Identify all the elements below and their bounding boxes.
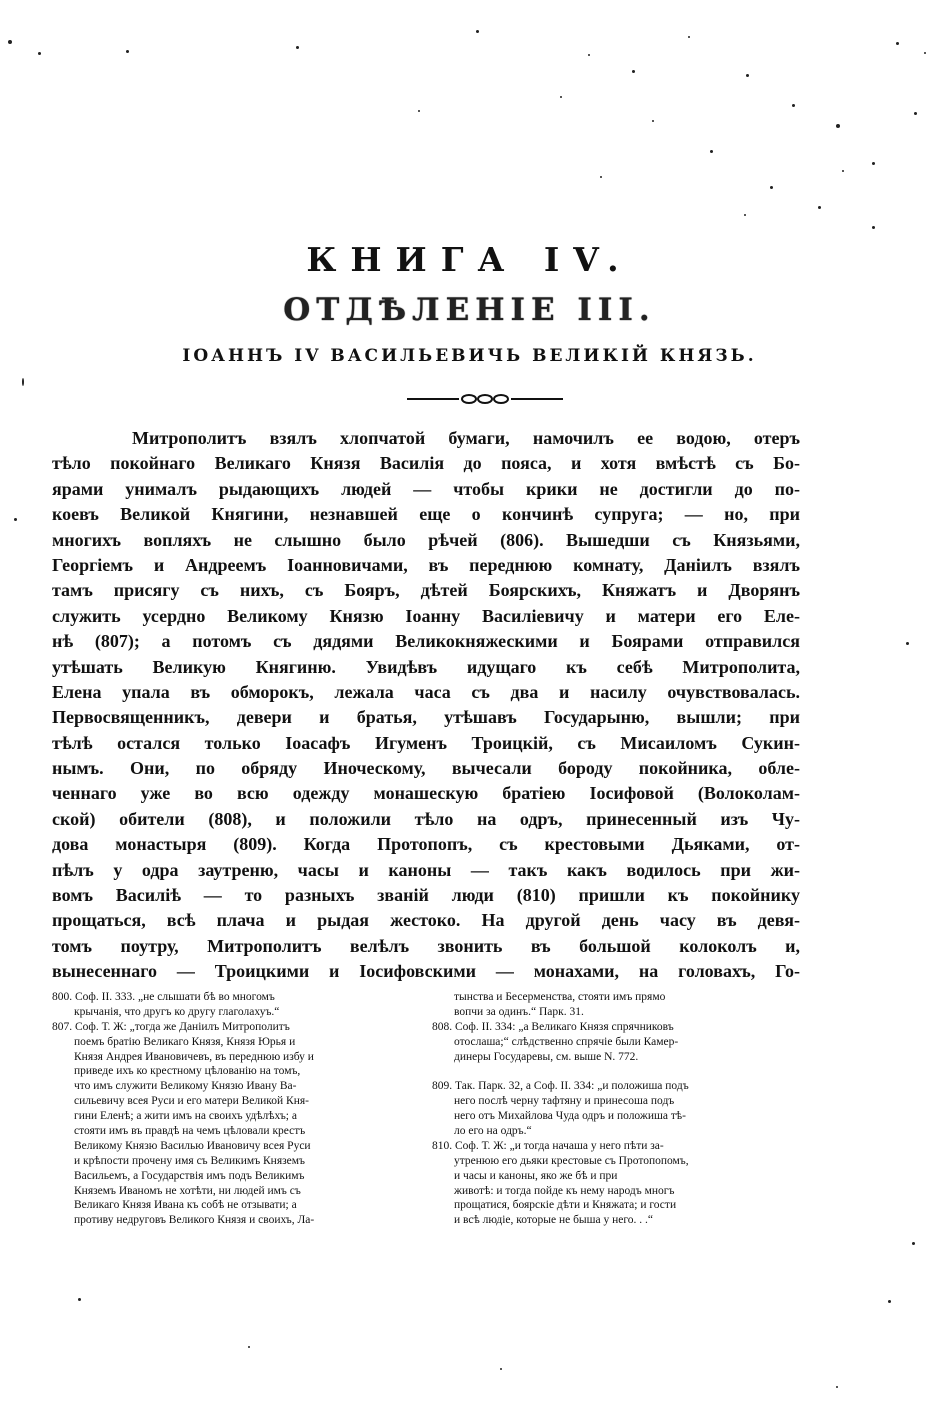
text-line: служить усердно Великому Князю Іоанну Василіевичу и матери его Еле- xyxy=(52,605,800,626)
footnote-line: прощатися, боярскіе дѣти и Княжата; и гости xyxy=(454,1199,677,1212)
footnote-line: сильевичу всея Руси и его матери Великой Кня- xyxy=(74,1095,309,1108)
book-heading: КНИГА IV. xyxy=(306,240,633,279)
footnote-line: ло его на одръ.“ xyxy=(454,1125,532,1138)
text-line: Митрополитъ взялъ хлопчатой бумаги, намочилъ ее водою, отеръ xyxy=(132,428,800,448)
footnote-line: Княземъ Иваномъ не хотѣти, ни людей имъ съ xyxy=(74,1184,301,1197)
text-line: многихъ вопляхъ не слышно было рѣчей (806). Вышедши съ Князьями, xyxy=(52,529,800,550)
footnote-line: Васильемъ, а Государствія имъ подъ Великимъ xyxy=(74,1169,305,1182)
footnote-line: динеры Государевы, см. выше N. 772. xyxy=(454,1050,639,1063)
ornament-divider xyxy=(407,392,563,406)
text-line: Первосвященникъ, девери и братья, утѣшавъ Государыню, вышли; при xyxy=(52,707,800,728)
footnote-line: 809. Так. Парк. 32, а Соф. II. 334: „и положиша подъ xyxy=(432,1080,689,1093)
footnote-line: и часы и каноны, яко же бѣ и при xyxy=(454,1169,618,1182)
text-line: ской) обители (808), и положили тѣло на одръ, принесенный изъ Чу- xyxy=(52,808,800,829)
text-line: ярами унималъ рыдающихъ людей — чтобы крики не достигли до по- xyxy=(52,478,800,499)
footnote-line: животѣ: и тогда пойде къ нему народъ многъ xyxy=(454,1184,675,1197)
footnote-line: 800. Соф. II. 333. „не слышати бѣ во многомъ xyxy=(52,991,275,1003)
text-line: Георгіемъ и Андреемъ Іоанновичами, въ переднюю комнату, Даніилъ взялъ xyxy=(52,554,800,575)
subject-heading: ІОАННЪ IV ВАСИЛЬЕВИЧЬ ВЕЛИКІЙ КНЯЗЬ. xyxy=(182,346,757,366)
footnote-line: поемъ братію Великаго Князя, Князя Юрья и xyxy=(74,1035,296,1048)
footnote-line: приведе ихъ ко крестному цѣлованію на томъ, xyxy=(74,1065,301,1078)
text-line: вынесеннаго — Троицкими и Іосифовскими — монахами, на головахъ, Го- xyxy=(52,961,800,982)
text-line: нымъ. Они, по обряду Иноческому, вычесали бороду покойника, обле- xyxy=(52,758,800,779)
footnote-line: стояти имъ въ правдѣ на чемъ цѣловали крестъ xyxy=(74,1125,306,1138)
text-line: нѣ (807); а потомъ съ дядями Великокняжескими и Боярами отправился xyxy=(52,631,800,652)
footnote-line: Великаго Князя Ивана къ собѣ не отзывати; а xyxy=(74,1199,297,1212)
text-line: дова монастыря (809). Когда Протопопъ, съ крестовыми Дьяками, от- xyxy=(52,834,800,855)
footnote-line: 807. Соф. Т. Ж: „тогда же Даніилъ Митрополитъ xyxy=(52,1020,290,1033)
footnote-line: Князя Андрея Ивановичевъ, въ переднюю избу и xyxy=(74,1050,314,1063)
text-line: вомъ Василіѣ — то разныхъ званій люди (810) пришли къ покойнику xyxy=(52,885,800,906)
text-line: прощаться, всѣ плача и рыдая жестоко. На другой день часу въ девя- xyxy=(52,910,800,931)
footnote-line: противу недруговъ Великого Князя и своихъ, Ла- xyxy=(74,1214,315,1227)
footnote-line: и крѣпости прочену имя съ Великимъ Княземъ xyxy=(74,1154,305,1167)
text-line: пѣлъ у одра заутреню, часы и каноны — такъ какъ водилось при жи- xyxy=(52,859,800,880)
footnote-line: гини Еленѣ; а жити имъ на своихъ удѣлѣхъ; а xyxy=(74,1110,297,1123)
footnote-line: вопчи за одинъ.“ Парк. 31. xyxy=(454,1005,584,1018)
text-line: Елена упала въ обморокъ, лежала часа съ два и насилу очувствовалась. xyxy=(52,681,800,702)
footnote-spacer xyxy=(432,1064,798,1079)
text-line: тѣлѣ остался только Іоасафъ Игуменъ Троицкій, съ Мисаиломъ Сукин- xyxy=(52,732,800,753)
footnotes-left-column xyxy=(52,990,416,1228)
footnote-line: крычанія, что другъ ко другу глаголахуъ.“ xyxy=(74,1005,280,1018)
text-line: тѣло покойнаго Великаго Князя Василія до пояса, и хотя вмѣстѣ съ Бо- xyxy=(52,453,800,474)
footnote-line: утренюю его дьяки крестовые съ Протопопомъ, xyxy=(454,1154,689,1167)
footnote-line: 808. Соф. II. 334: „а Великаго Князя спрячниковъ xyxy=(432,1020,674,1033)
footnote-line: Великому Князю Василью Ивановичу всея Руси xyxy=(74,1139,311,1152)
text-line: ченнаго уже во всю одежду монашескую братіею Іосифовой (Волоколам- xyxy=(52,783,800,804)
text-line: тамъ присягу съ нихъ, съ Бояръ, дѣтей Боярскихъ, Княжатъ и Дворянъ xyxy=(52,580,800,601)
text-line: коевъ Великой Княгини, незнавшей еще о кончинѣ супруга; — но, при xyxy=(52,504,800,525)
footnote-line: него послѣ черну тафтяну и принесоша подъ xyxy=(454,1095,675,1108)
footnote-line: 810. Соф. Т. Ж: „и тогда начаша у него пѣти за- xyxy=(432,1139,664,1152)
footnote-line: что имъ служити Великому Князю Ивану Ва- xyxy=(74,1080,297,1093)
section-heading: ОТДѢЛЕНІЕ III. xyxy=(283,292,656,328)
main-text xyxy=(52,426,800,985)
footnote-line: него отъ Михайлова Чуда одръ и положиша тѣ- xyxy=(454,1110,686,1123)
text-line: утѣшать Великую Княгиню. Увидѣвъ идущаго къ себѣ Митрополита, xyxy=(52,656,800,677)
footnote-line: отослаша;“ слѣдственно спрячіе были Камер- xyxy=(454,1035,679,1048)
footnotes-right-column xyxy=(432,990,798,1228)
footnote-line: тынства и Бесерменства, стояти имъ прямо xyxy=(454,991,666,1003)
text-line: томъ поутру, Митрополитъ велѣлъ звонить въ большой колоколъ и, xyxy=(52,935,800,956)
footnote-line: и всѣ людіе, которые не быша у него. . .“ xyxy=(454,1214,654,1227)
